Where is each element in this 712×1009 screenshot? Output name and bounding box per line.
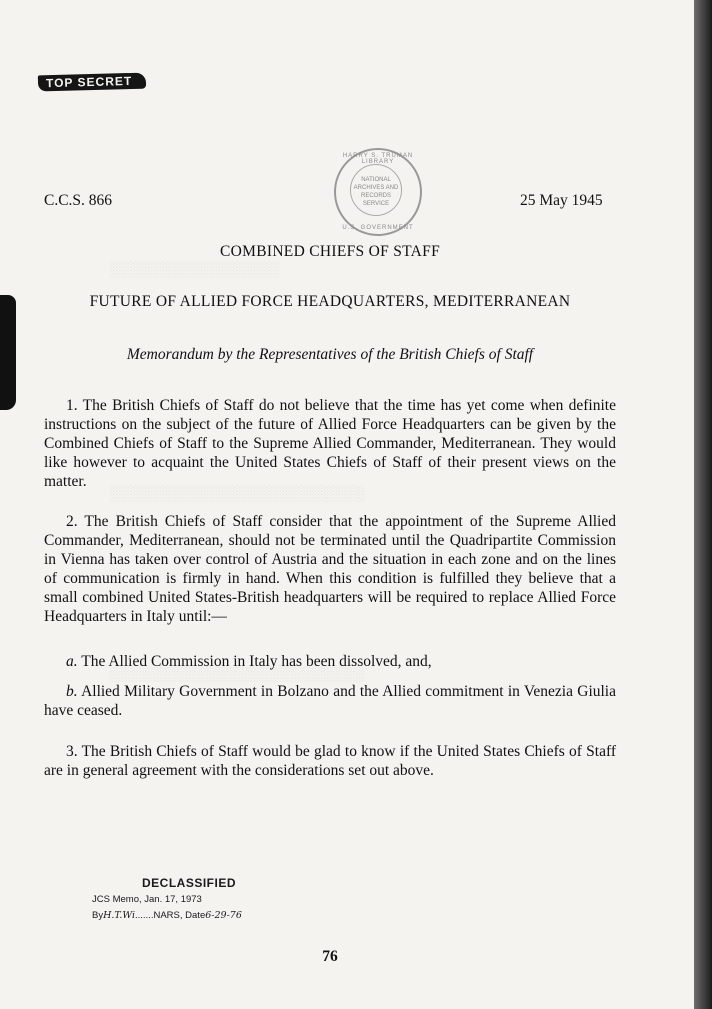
top-secret-stamp: TOP SECRET [38, 73, 147, 92]
archives-seal [334, 148, 422, 236]
scan-edge-shadow [694, 0, 712, 1009]
page-number: 76 [322, 948, 338, 965]
seal-line: ARCHIVES AND [353, 185, 399, 191]
paragraph-3: 3. The British Chiefs of Staff would be glad to know if the United States Chiefs of Staff are in general agreement with the considerations set out above. [44, 743, 616, 779]
subparagraph-a [66, 652, 616, 671]
subparagraph-b [44, 682, 616, 720]
declassification-stamp [92, 876, 242, 921]
paragraph-2: 2. The British Chiefs of Staff consider that the appointment of the Supreme Allied Commander, Mediterranean, should not be terminated until the Quadripartite Commission in Vienna has taken over control of Austria and the situation in each zone and on the lines of communication is firmly in hand. When this condition is fulfilled they believe that a small combined United States-British headquarters will be required to replace Allied Force Headquarters in Italy until:— [44, 513, 616, 625]
document-subject: FUTURE OF ALLIED FORCE HEADQUARTERS, MEDITERRANEAN [89, 293, 571, 310]
subparagraph-a-letter: a. [66, 653, 78, 670]
seal-ring-top: HARRY S. TRUMAN LIBRARY [342, 153, 414, 165]
bleed-through-text: ░░░░░░░░░░░░░░░░░░░░░░░░ [110, 666, 366, 682]
declassified-by-prefix: By [92, 910, 104, 921]
document-reference: C.C.S. 866 [44, 192, 113, 209]
subparagraph-b-letter: b. [66, 683, 78, 700]
declassified-memo: JCS Memo, Jan. 17, 1973 [92, 894, 202, 905]
memo-line: Memorandum by the Representatives of the British Chiefs of Staff [126, 346, 534, 363]
paragraph-1: 1. The British Chiefs of Staff do not believe that the time has yet come when definite instructions on the subject of the future of Allied Force Headquarters can be given by the Combined Chiefs of Staff to the Supreme Allied Commander, Mediterranean. They would like however to acquaint the United States Chiefs of Staff of their present views on the matter. [44, 397, 616, 490]
declassified-signature: H.T.Wi [103, 910, 135, 921]
declassified-title: DECLASSIFIED [142, 876, 237, 890]
bleed-through-text: ░░░░░░░░░░░░░░░░ [110, 262, 281, 278]
declassified-authority: ByH.T.Wi.......NARS, Date6-29-76 [92, 910, 242, 921]
subparagraph-a-text: The Allied Commission in Italy has been dissolved, and, [81, 653, 432, 670]
declassified-date: 6-29-76 [205, 910, 242, 921]
seal-inner [350, 164, 402, 216]
seal-ring-bottom: U.S. GOVERNMENT [342, 225, 414, 231]
seal-line: NATIONAL [361, 177, 391, 183]
subparagraph-b-text: Allied Military Government in Bolzano and the Allied commitment in Venezia Giulia have ceased. [44, 683, 616, 719]
seal-line: RECORDS [360, 193, 391, 199]
document-date: 25 May 1945 [520, 192, 603, 209]
bleed-through-text: ░░░░░░░░░░░░░░░░░░░░░░░░ [110, 486, 366, 502]
declassified-by-middle: NARS, Date [153, 910, 206, 921]
seal-line: SERVICE [362, 201, 390, 207]
document-title: COMBINED CHIEFS OF STAFF [220, 243, 440, 260]
